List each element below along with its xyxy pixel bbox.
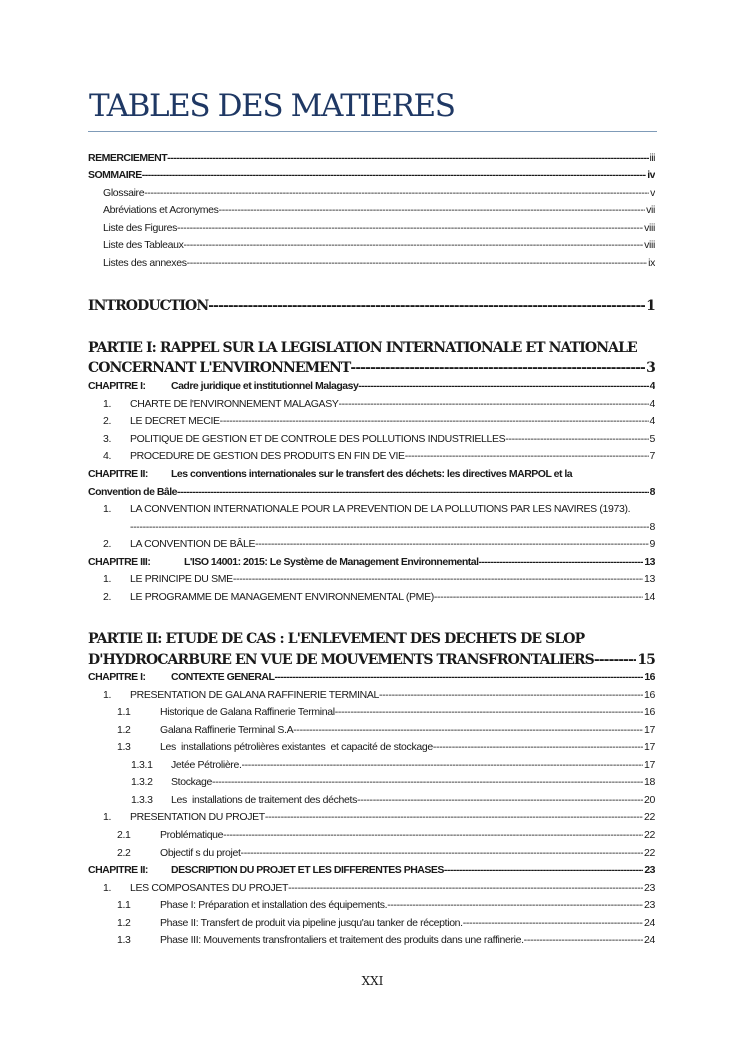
toc-entry-page: 17	[644, 741, 655, 753]
toc-entry-p2c1-1-1[interactable]	[117, 705, 655, 720]
dot-leader	[208, 296, 645, 316]
toc-entry-page: 16	[644, 671, 655, 683]
toc-entry-label: Les installations pétrolières existantes et capacité de stockage	[160, 741, 433, 753]
toc-entry-page: 17	[644, 759, 655, 771]
dot-leader	[242, 758, 644, 773]
toc-entry-p1c1-3[interactable]	[103, 432, 655, 447]
toc-entry-page: viii	[644, 222, 655, 234]
toc-entry-number: 1.3.3	[131, 794, 153, 806]
dot-leader	[219, 203, 646, 218]
dot-leader	[212, 775, 643, 790]
toc-partie2-line1[interactable]: PARTIE II: ETUDE DE CAS : L'ENLEVEMENT DES DECHETS DE SLOP	[88, 631, 585, 647]
toc-entry-p1-chapitre2[interactable]	[88, 485, 655, 500]
dot-leader	[177, 221, 643, 236]
toc-entry-page: 22	[644, 811, 655, 823]
toc-entry-label: CONTEXTE GENERAL	[171, 671, 275, 683]
toc-entry-label: LES COMPOSANTES DU PROJET	[130, 882, 289, 894]
toc-entry-page: 18	[644, 776, 655, 788]
toc-entry-page: iv	[647, 169, 655, 181]
toc-entry-p2c1-1-3-3[interactable]	[131, 793, 655, 808]
toc-entry-label: Phase III: Mouvements transfrontaliers et traitement des produits dans une raffinerie.	[160, 934, 524, 946]
toc-entry-label: LE DECRET MECIE	[130, 415, 220, 427]
toc-entry-p2c1-2-1[interactable]	[117, 828, 655, 843]
toc-entry-page: 24	[644, 934, 655, 946]
toc-entry-p2-chapitre2[interactable]	[88, 863, 655, 878]
toc-entry-label: Phase II: Transfert de produit via pipeline jusqu'au tanker de réception.	[160, 917, 463, 929]
toc-entry-page: 14	[644, 591, 655, 603]
toc-entry-page: 4	[649, 398, 655, 410]
toc-entry-p1c1-1[interactable]	[103, 397, 655, 412]
toc-entry-label: Listes des annexes	[103, 257, 187, 269]
dot-leader	[255, 537, 648, 552]
toc-entry-number: 2.	[103, 415, 112, 427]
toc-entry-page: 23	[644, 864, 655, 876]
toc-entry-number: 1.	[103, 811, 112, 823]
toc-entry-p1c1-2[interactable]	[103, 414, 655, 429]
dot-leader	[387, 898, 643, 913]
toc-entry-label: Cadre juridique et institutionnel Malagasy	[171, 380, 359, 392]
toc-entry-number: 1.	[103, 882, 112, 894]
toc-entry-label: Historique de Galana Raffinerie Terminal	[160, 706, 335, 718]
toc-entry-number: CHAPITRE I:	[88, 671, 146, 683]
toc-title: TABLES DES MATIERES	[89, 88, 455, 124]
toc-entry-p1-chapitre3[interactable]	[88, 555, 655, 570]
toc-entry-label: Stockage	[171, 776, 212, 788]
toc-entry-label: LA CONVENTION INTERNATIONALE POUR LA PREVENTION DE LA POLLUTIONS PAR LES NAVIRES (1973).	[130, 503, 631, 515]
toc-p1-chapitre2-line1[interactable]	[88, 467, 572, 482]
toc-entry-page: 15	[637, 652, 655, 668]
toc-entry-page: 16	[644, 689, 655, 701]
toc-entry-number: 1.3	[117, 741, 131, 753]
toc-entry-number: CHAPITRE I:	[88, 380, 146, 392]
dot-leader	[288, 881, 643, 896]
toc-entry-label: Phase I: Préparation et installation des équipements.	[160, 899, 388, 911]
toc-entry-p2c1-1-3-1[interactable]	[131, 758, 655, 773]
toc-entry-page: vii	[646, 204, 655, 216]
toc-entry-label: CONCERNANT L'ENVIRONNEMENT	[88, 360, 351, 376]
toc-entry-abreviations[interactable]	[103, 203, 655, 218]
toc-entry-number: 4.	[103, 450, 112, 462]
toc-entry-page: 5	[649, 433, 655, 445]
dot-leader	[233, 572, 643, 587]
toc-entry-number: 1.3.2	[131, 776, 153, 788]
toc-entry-p2-chapitre1[interactable]	[88, 670, 655, 685]
toc-entry-page: 23	[644, 899, 655, 911]
toc-p1c2-1-line1[interactable]	[103, 502, 630, 517]
toc-entry-page: 8	[649, 486, 655, 498]
toc-entry-label: PRESENTATION DE GALANA RAFFINERIE TERMINAL	[130, 689, 380, 701]
toc-entry-number: 2.2	[117, 847, 131, 859]
toc-entry-number: 1.1	[117, 899, 131, 911]
toc-entry-page: ix	[648, 257, 655, 269]
toc-entry-label: REMERCIEMENT	[88, 152, 168, 164]
toc-entry-page: viii	[644, 239, 655, 251]
dot-leader	[144, 186, 649, 201]
toc-entry-page: 4	[649, 380, 655, 392]
dot-leader	[265, 810, 643, 825]
toc-entry-page: 23	[644, 882, 655, 894]
toc-entry-label: INTRODUCTION	[88, 298, 209, 314]
toc-entry-page: 13	[644, 556, 655, 568]
toc-entry-partie2[interactable]	[88, 650, 655, 670]
toc-entry-page: iii	[649, 152, 655, 164]
toc-entry-page: 13	[644, 573, 655, 585]
toc-entry-page: 22	[644, 847, 655, 859]
toc-entry-label: Objectif s du projet	[160, 847, 241, 859]
dot-leader	[505, 432, 648, 447]
toc-entry-label: CHARTE DE l'ENVIRONNEMENT MALAGASY	[130, 398, 339, 410]
toc-entry-page: 1	[646, 298, 655, 314]
toc-entry-p2c1-2-2[interactable]	[117, 846, 655, 861]
title-underline	[88, 131, 657, 132]
toc-entry-p1c1-4[interactable]	[103, 449, 655, 464]
toc-entry-p2c2-1-1[interactable]	[117, 898, 655, 913]
toc-entry-page: 4	[649, 415, 655, 427]
toc-entry-p2c2-1[interactable]	[103, 881, 655, 896]
toc-entry-number: 1.	[103, 503, 112, 515]
dot-leader	[434, 590, 643, 605]
dot-leader	[463, 916, 643, 931]
toc-entry-label: Jetée Pétrolière.	[171, 759, 242, 771]
toc-entry-page: 20	[644, 794, 655, 806]
dot-leader	[130, 520, 649, 535]
toc-entry-number: 1.	[103, 573, 112, 585]
toc-entry-label: Les conventions internationales sur le transfert des déchets: les directives MARPOL et la	[171, 468, 573, 480]
toc-entry-page: 22	[644, 829, 655, 841]
toc-entry-page: 7	[649, 450, 655, 462]
toc-entry-glossaire[interactable]	[103, 186, 655, 201]
toc-entry-sommaire[interactable]	[88, 168, 655, 183]
toc-entry-remerciement[interactable]	[88, 151, 655, 166]
toc-entry-page: 17	[644, 724, 655, 736]
dot-leader	[220, 414, 649, 429]
toc-entry-number: 3.	[103, 433, 112, 445]
toc-entry-label: L'ISO 14001: 2015: Le Système de Management Environnemental	[184, 556, 479, 568]
toc-partie1-line1[interactable]: PARTIE I: RAPPEL SUR LA LEGISLATION INTERNATIONALE ET NATIONALE	[88, 340, 637, 356]
dot-leader	[379, 688, 643, 703]
dot-leader	[357, 793, 643, 808]
dot-leader	[177, 485, 649, 500]
dot-leader	[223, 828, 643, 843]
dot-leader	[142, 168, 646, 183]
toc-entry-p1c3-2[interactable]	[103, 590, 655, 605]
toc-entry-label: SOMMAIRE	[88, 169, 142, 181]
toc-entry-label: LE PRINCIPE DU SME	[130, 573, 233, 585]
toc-entry-label: Abréviations et Acronymes	[103, 204, 219, 216]
toc-entry-annexes[interactable]	[103, 256, 655, 271]
toc-entry-p1-chapitre1[interactable]	[88, 379, 655, 394]
dot-leader	[187, 256, 648, 271]
dot-leader	[405, 449, 649, 464]
toc-entry-introduction[interactable]	[88, 296, 655, 316]
toc-entry-p2c1-1-3[interactable]	[117, 740, 655, 755]
toc-entry-p2c1-1-3-2[interactable]	[131, 775, 655, 790]
toc-entry-page: v	[650, 187, 655, 199]
dot-leader	[335, 705, 643, 720]
toc-entry-label: DESCRIPTION DU PROJET ET LES DIFFERENTES PHASES	[171, 864, 444, 876]
dot-leader	[358, 379, 648, 394]
dot-leader	[274, 670, 643, 685]
dot-leader	[479, 555, 644, 570]
toc-entry-label: Glossaire	[103, 187, 145, 199]
toc-entry-label: Liste des Figures	[103, 222, 178, 234]
toc-entry-p2c2-1-3[interactable]	[117, 933, 655, 948]
toc-entry-page: 24	[644, 917, 655, 929]
dot-leader	[293, 723, 643, 738]
toc-entry-label: Liste des Tableaux	[103, 239, 184, 251]
dot-leader	[241, 846, 643, 861]
dot-leader	[350, 358, 645, 378]
toc-entry-figures[interactable]	[103, 221, 655, 236]
toc-entry-label: POLITIQUE DE GESTION ET DE CONTROLE DES POLLUTIONS INDUSTRIELLES	[130, 433, 506, 445]
toc-entry-p2c1-1-2[interactable]	[117, 723, 655, 738]
toc-entry-number: CHAPITRE II:	[88, 864, 148, 876]
toc-entry-page: 8	[649, 521, 655, 533]
toc-entry-number: 1.3.1	[131, 759, 153, 771]
toc-entry-number: 1.2	[117, 917, 131, 929]
toc-entry-p1c2-1[interactable]	[130, 520, 655, 535]
toc-entry-label: PRESENTATION DU PROJET	[130, 811, 265, 823]
toc-entry-partie1[interactable]	[88, 358, 655, 378]
toc-entry-number: 1.2	[117, 724, 131, 736]
toc-entry-label: LE PROGRAMME DE MANAGEMENT ENVIRONNEMENTAL (PME)	[130, 591, 434, 603]
dot-leader	[524, 933, 643, 948]
toc-entry-p1c2-2[interactable]	[103, 537, 655, 552]
toc-entry-page: 9	[649, 538, 655, 550]
toc-entry-label: D'HYDROCARBURE EN VUE DE MOUVEMENTS TRANSFRONTALIERS	[88, 652, 594, 668]
toc-entry-label: Les installations de traitement des déchets	[171, 794, 357, 806]
toc-entry-label: Galana Raffinerie Terminal S.A	[160, 724, 294, 736]
toc-entry-label: Problématique	[160, 829, 224, 841]
toc-entry-number: CHAPITRE III:	[88, 556, 151, 568]
toc-entry-number: CHAPITRE II:	[88, 468, 148, 480]
toc-entry-p2c1-1[interactable]	[103, 688, 655, 703]
dot-leader	[594, 650, 636, 670]
toc-entry-p2c1-2[interactable]	[103, 810, 655, 825]
toc-entry-number: 2.	[103, 591, 112, 603]
toc-entry-number: 1.	[103, 398, 112, 410]
toc-entry-number: 2.1	[117, 829, 131, 841]
toc-entry-p1c3-1[interactable]	[103, 572, 655, 587]
dot-leader	[167, 151, 648, 166]
toc-entry-tableaux[interactable]	[103, 238, 655, 253]
dot-leader	[183, 238, 643, 253]
toc-entry-number: 1.	[103, 689, 112, 701]
toc-entry-label: LA CONVENTION DE BÂLE	[130, 538, 256, 550]
dot-leader	[433, 740, 643, 755]
toc-entry-page: 16	[644, 706, 655, 718]
dot-leader	[339, 397, 649, 412]
toc-entry-p2c2-1-2[interactable]	[117, 916, 655, 931]
page-number-footer: XXI	[361, 974, 384, 988]
toc-entry-label: Convention de Bâle	[88, 486, 178, 498]
dot-leader	[444, 863, 643, 878]
toc-entry-page: 3	[646, 360, 655, 376]
toc-entry-number: 1.3	[117, 934, 131, 946]
toc-entry-number: 2.	[103, 538, 112, 550]
toc-entry-label: PROCEDURE DE GESTION DES PRODUITS EN FIN DE VIE	[130, 450, 405, 462]
toc-entry-number: 1.1	[117, 706, 131, 718]
